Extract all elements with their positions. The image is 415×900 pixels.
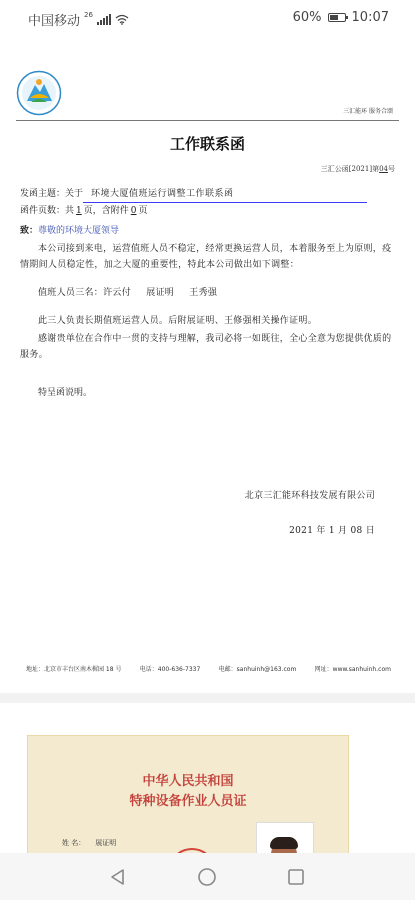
battery-fill: [330, 15, 338, 20]
paragraph-assignment: 此三人负责长期值班运营人员。后附展证明、王修强相关操作证明。: [38, 316, 318, 326]
signal-icon: [97, 14, 111, 25]
certificate-name-value: 展证明: [95, 839, 117, 847]
letter-footer: [26, 664, 391, 673]
page-count-label: 函件页数：共: [20, 206, 75, 216]
letter-body: [20, 186, 397, 401]
attachment-label: 页，含附件: [83, 206, 129, 216]
letter-title: 工作联系函: [169, 135, 245, 153]
status-right: [293, 10, 389, 25]
letter-page[interactable]: [0, 36, 415, 693]
certificate-image: [27, 735, 349, 853]
carrier-name: 中国移动: [28, 14, 81, 29]
document-number: [321, 164, 395, 174]
footer-phone: 电话：400-636-7337: [139, 666, 201, 673]
subject-text: 环境大厦值班运行调整工作联系函: [83, 186, 367, 203]
page-count-row: [20, 203, 397, 219]
back-triangle-icon[interactable]: [108, 867, 128, 887]
network-type: 26: [84, 10, 93, 19]
certificate-name-row: [62, 838, 126, 848]
staff-member-3: 王秀强: [189, 288, 218, 298]
footer-email: 电邮：sanhuinh@163.com: [218, 666, 297, 673]
battery-icon: [328, 13, 346, 22]
page-unit: 页: [138, 206, 148, 216]
certificate-title-line1: 中华人民共和国: [142, 774, 234, 789]
company-signature: 北京三汇能环科技发展有限公司: [244, 491, 375, 501]
company-logo: [16, 70, 62, 116]
status-bar: [0, 0, 415, 36]
certificate-title-line2: 特种设备作业人员证: [129, 794, 247, 809]
clock: 10:07: [351, 10, 389, 25]
staff-member-2: 展证明: [146, 288, 175, 298]
subject-label: 发函主题：关于: [20, 189, 84, 199]
status-left: [28, 10, 129, 29]
closing-line: 特呈函说明。: [38, 388, 93, 398]
footer-address: 地址：北京市丰台区南木樨园 18 号: [26, 666, 122, 673]
certificate-page[interactable]: [0, 703, 415, 853]
certificate-name-label: 姓 名：: [62, 839, 86, 847]
recipient-name: 尊敬的环境大厦领导: [38, 226, 120, 236]
subject-row: [20, 186, 397, 203]
paragraph-thanks: 感谢贵单位在合作中一贯的支持与理解，我司必将一如既往，全心全意为您提供优质的服务。: [20, 334, 392, 360]
letter-date: 2021 年 1 月 08 日: [289, 526, 375, 536]
attachment-count: 0: [130, 206, 137, 216]
battery-percent: 60%: [292, 10, 322, 25]
system-nav-bar: [0, 853, 415, 900]
page-count-value: 1: [76, 206, 82, 216]
recent-square-icon[interactable]: [286, 867, 306, 887]
doc-number-prefix: 三汇公函[2021]第: [320, 165, 380, 173]
footer-website: 网址：www.sanhuinh.com: [314, 666, 391, 673]
doc-number-value: 04: [379, 165, 388, 173]
home-circle-icon[interactable]: [197, 867, 217, 887]
holder-photo: [256, 822, 314, 853]
wifi-icon: [115, 14, 129, 25]
header-tagline: 三汇能环 服务合颂: [343, 108, 393, 115]
recipient-row: [20, 223, 397, 239]
paragraph-intro: 本公司接到来电，运营值班人员不稳定，经常更换运营人员，本着服务至上为原则，疫情期间人员稳定性，加之大厦的重要性，特此本公司做出如下调整：: [20, 244, 392, 270]
staff-list: [20, 285, 397, 301]
photo-hair: [270, 837, 298, 849]
doc-number-suffix: 号: [388, 165, 395, 173]
staff-member-1: 值班人员三名：许云付: [38, 288, 132, 298]
header-divider: [16, 120, 399, 121]
recipient-label: 致：: [20, 226, 39, 236]
